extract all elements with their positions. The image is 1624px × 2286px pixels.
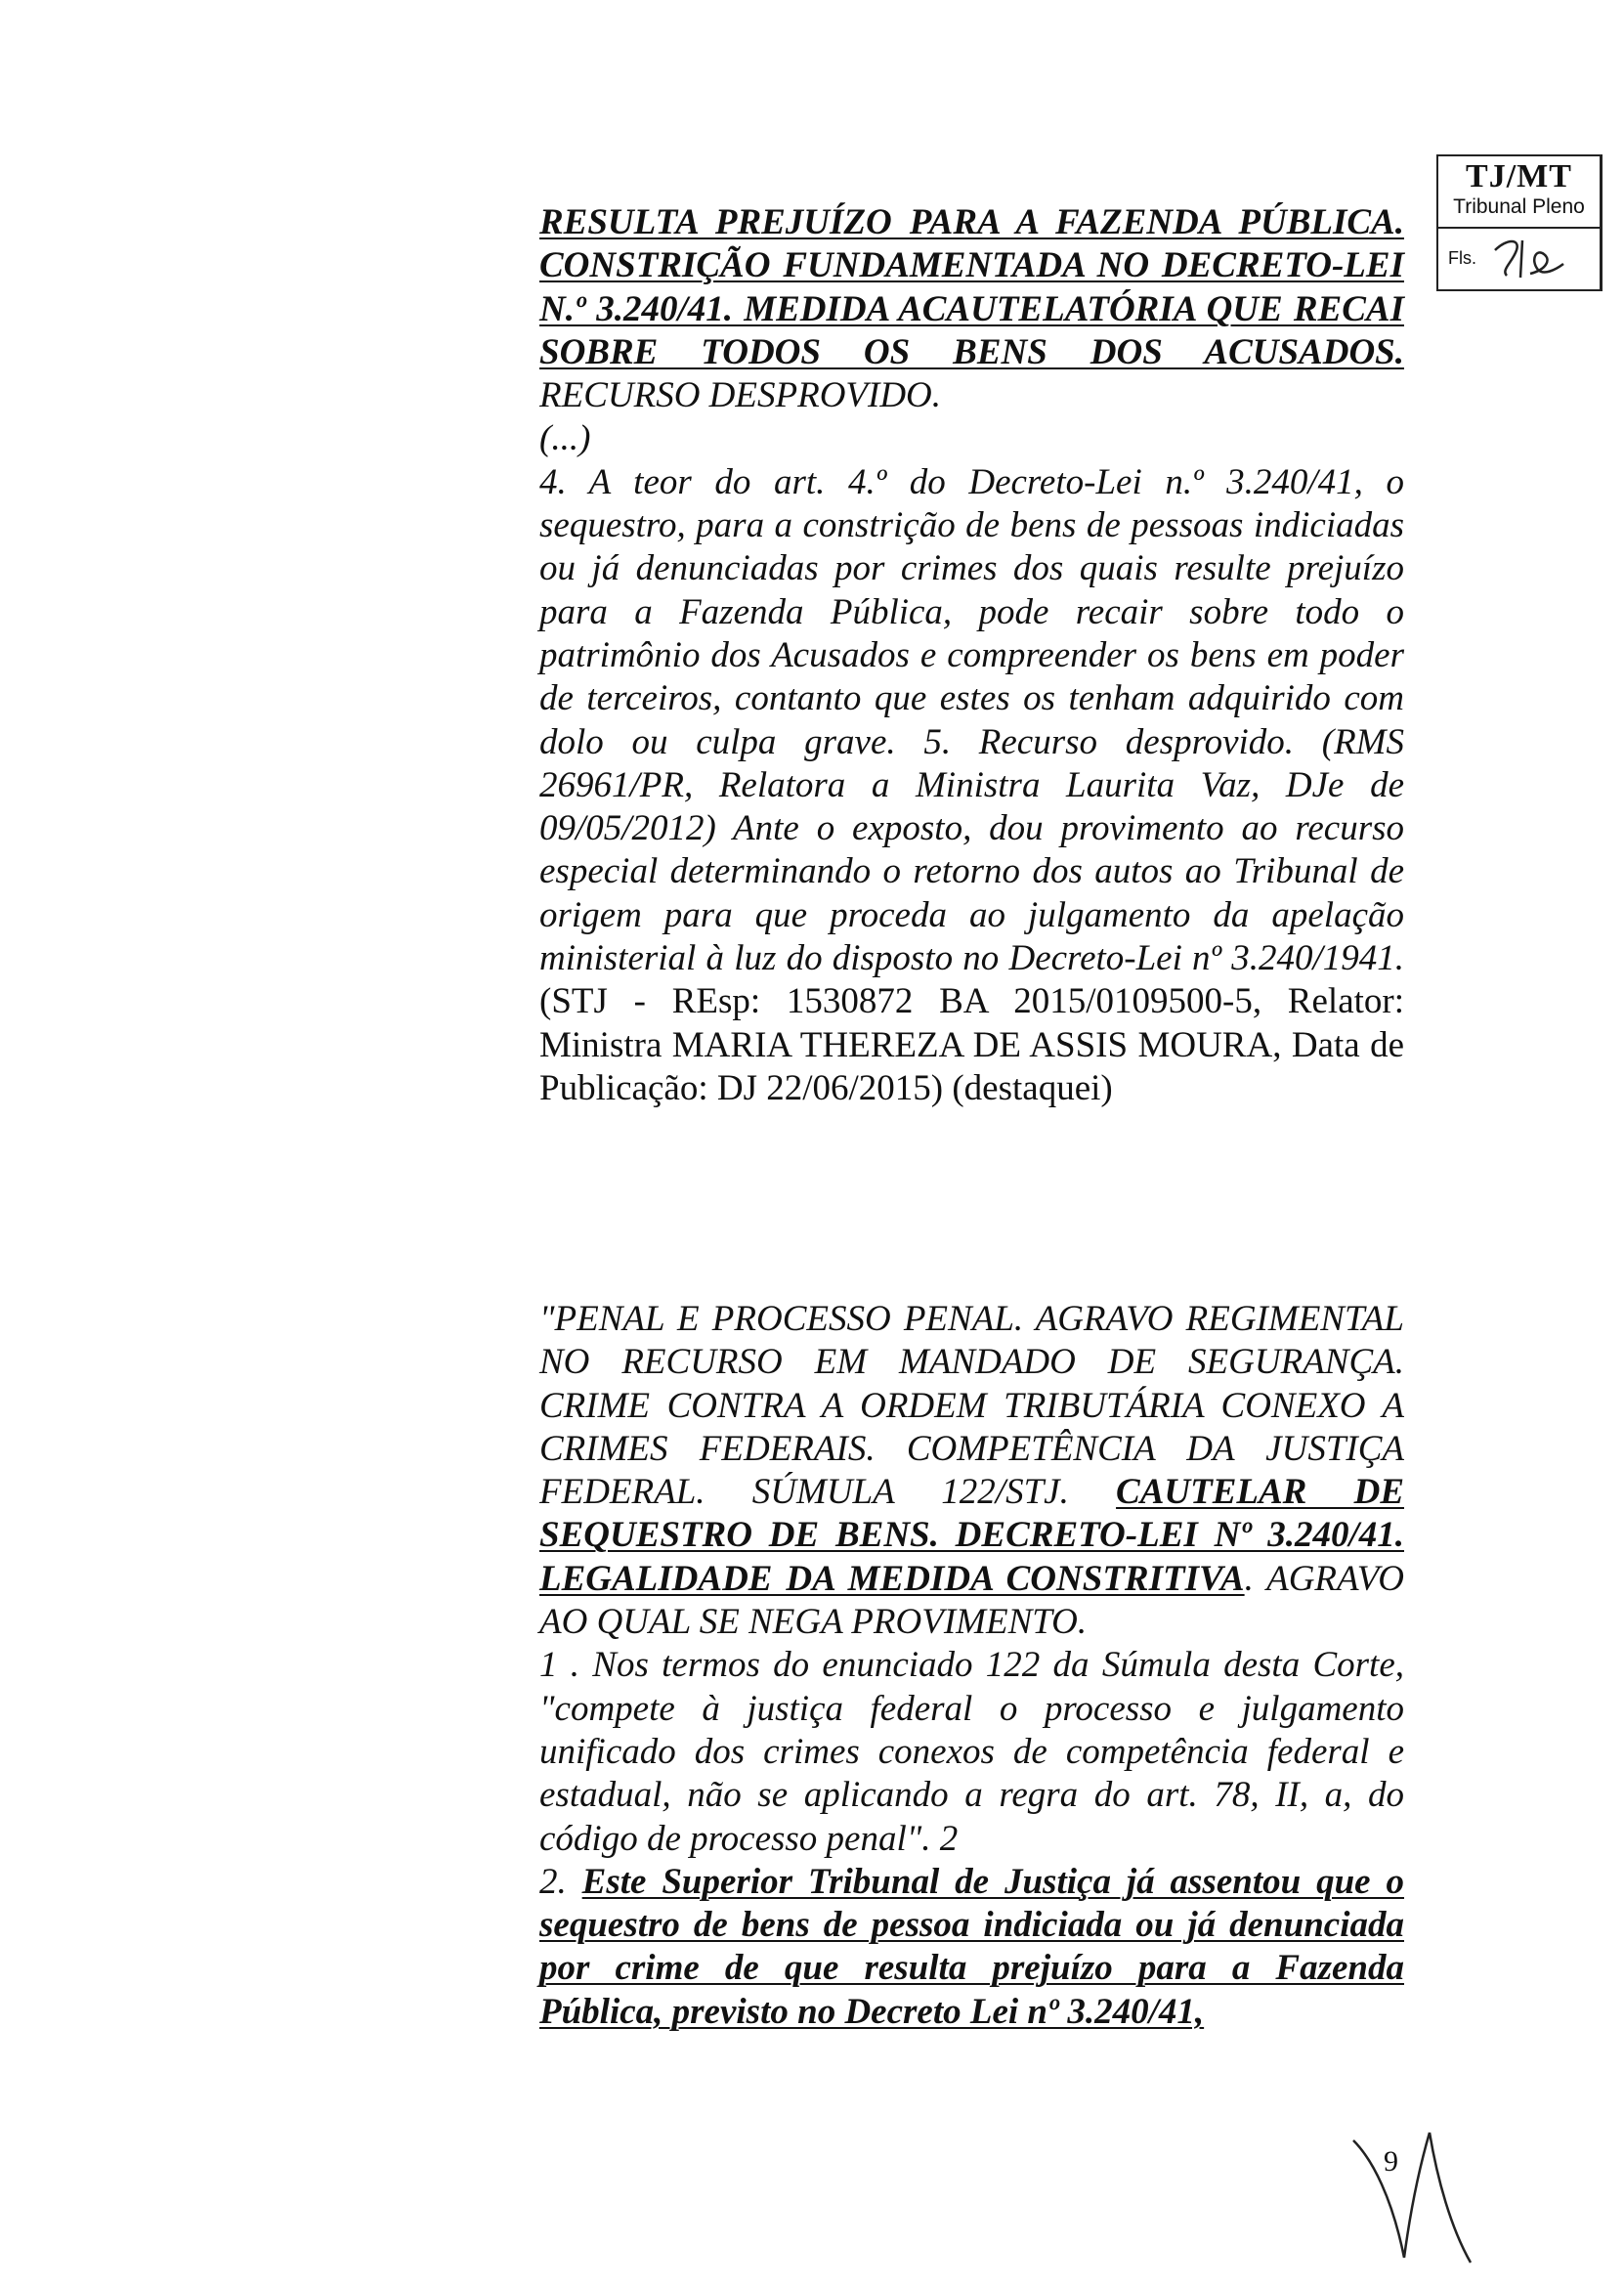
citation-2-item-2 bbox=[539, 1861, 1404, 2034]
citation-1-heading-emphasis: RESULTA PREJUÍZO PARA A FAZENDA PÚBLICA. CONSTRIÇÃO FUNDAMENTADA NO DECRETO-LEI N.º 3.240/41. MEDIDA ACAUTELATÓRIA QUE RECAI SOBRE TODOS OS BENS DOS ACUSADOS. bbox=[539, 202, 1404, 372]
folio-handwriting-icon bbox=[1487, 231, 1575, 284]
page-number: 9 bbox=[1384, 2145, 1398, 2178]
signature-icon bbox=[1344, 2121, 1480, 2267]
citation-1-reference: (STJ - REsp: 1530872 BA 2015/0109500-5, Relator: Ministra MARIA THEREZA DE ASSIS MOURA, Data de Publicação: DJ 22/06/2015) (destaquei) bbox=[539, 981, 1404, 1108]
citation-2-tail: . AGRAVO AO QUAL SE NEGA PROVIMENTO. bbox=[539, 1558, 1405, 1643]
stamp-title: TJ/MT bbox=[1466, 158, 1572, 194]
citation-1-ellipsis: (...) bbox=[539, 418, 591, 459]
citation-2-heading bbox=[539, 1298, 1404, 1644]
citation-2-intro: "PENAL E PROCESSO PENAL. AGRAVO REGIMENTAL NO RECURSO EM MANDADO DE SEGURANÇA. CRIME CONTRA A ORDEM TRIBUTÁRIA CONEXO A CRIMES FEDERAIS. COMPETÊNCIA DA JUSTIÇA FEDERAL. SÚMULA 122/STJ. bbox=[539, 1299, 1404, 1513]
citation-block-1 bbox=[539, 201, 1404, 1110]
citation-2-item-2-emphasis: Este Superior Tribunal de Justiça já assentou que o sequestro de bens de pessoa indiciada ou já denunciada por crime de que resulta prejuízo para a Fazenda Pública, previsto no Decreto Lei nº 3.240/41, bbox=[539, 1861, 1404, 2032]
citation-2-highlight: CAUTELAR DE SEQUESTRO DE BENS. DECRETO-LEI Nº 3.240/41. LEGALIDADE DA MEDIDA CONSTRITIVA bbox=[539, 1472, 1404, 1599]
citation-1-body bbox=[539, 461, 1404, 1110]
citation-1-heading bbox=[539, 201, 1404, 417]
stamp-folio-label: Fls. bbox=[1448, 248, 1476, 268]
stamp-subtitle: Tribunal Pleno bbox=[1438, 195, 1600, 229]
citation-block-2 bbox=[539, 1298, 1404, 2034]
citation-1-heading-tail: RECURSO DESPROVIDO. bbox=[539, 375, 942, 416]
citation-2-item-1: 1 . Nos termos do enunciado 122 da Súmula desta Corte, "compete à justiça federal o processo e julgamento unificado dos crimes conexos de competência federal e estadual, não se aplicando a regra do art. 78, II, a, do código de processo penal". 2 bbox=[539, 1645, 1404, 1859]
citation-1-body-text: 4. A teor do art. 4.º do Decreto-Lei n.º 3.240/41, o sequestro, para a constrição de bens de pessoas indiciadas ou já denunciadas por crimes dos quais resulte prejuízo para a Fazenda Pública, pode recair sobre todo o patrimônio dos Acusados e compreender os bens em poder de terceiros, contanto que estes os tenham adquirido com dolo ou culpa grave. 5. Recurso desprovido. (RMS 26961/PR, Relatora a Ministra Laurita Vaz, DJe de 09/05/2012) Ante o exposto, dou provimento ao recurso especial determinando o retorno dos autos ao Tribunal de origem para que proceda ao julgamento da apelação ministerial à luz do disposto no Decreto-Lei nº 3.240/1941. bbox=[539, 461, 1404, 979]
citation-2-item-2-prefix: 2. bbox=[539, 1861, 582, 1902]
court-stamp bbox=[1436, 154, 1603, 291]
